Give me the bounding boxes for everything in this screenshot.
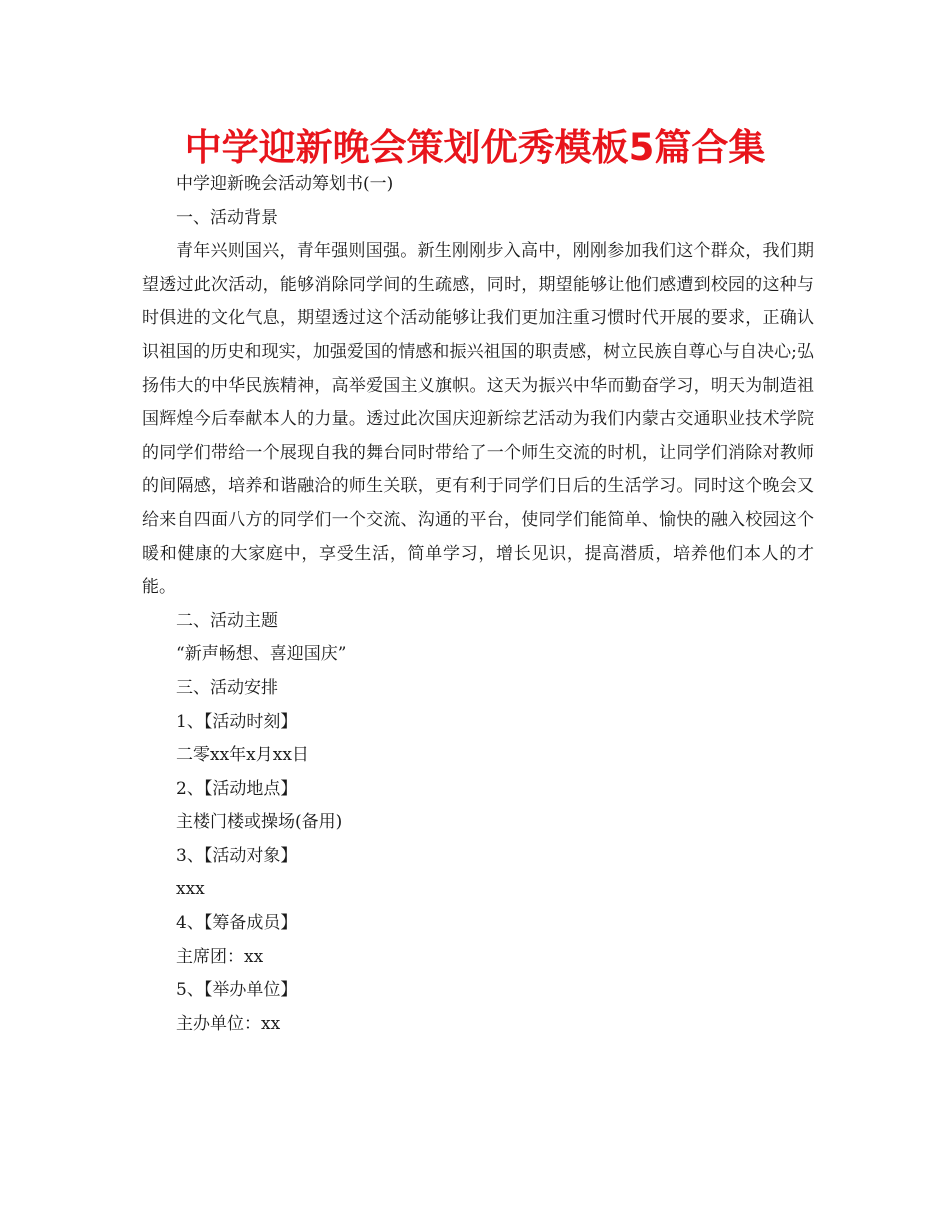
item-body-members: 主席团：xx (176, 946, 264, 967)
item-body-location: 主楼门楼或操场(备用) (176, 812, 343, 833)
item-heading-time: 1、【活动时刻】 (176, 711, 298, 732)
item-heading-audience: 3、【活动对象】 (176, 845, 298, 866)
section-heading-arrangement: 三、活动安排 (176, 677, 278, 698)
item-body-time: 二零xx年x月xx日 (176, 745, 309, 766)
theme-text: “新声畅想、喜迎国庆” (176, 644, 347, 665)
section-subtitle: 中学迎新晚会活动筹划书(一) (176, 174, 394, 194)
section-heading-background: 一、活动背景 (176, 207, 278, 228)
section-heading-theme: 二、活动主题 (176, 610, 278, 631)
document-title: 中学迎新晚会策划优秀模板5篇合集 (184, 126, 766, 169)
document-body (142, 168, 814, 1041)
item-heading-organizer: 5、【举办单位】 (176, 980, 298, 1001)
item-heading-location: 2、【活动地点】 (176, 778, 298, 799)
background-paragraph: 青年兴则国兴，青年强则国强。新生刚刚步入高中，刚刚参加我们这个群众，我们期望透过此次活动，能够消除同学间的生疏感，同时，期望能够让他们感遭到校园的这种与时俱进的文化气息，期望透过这个活动能够让我们更加注重习惯时代开展的要求，正确认识祖国的历史和现实，加强爱国的情感和振兴祖国的职责感，树立民族自尊心与自决心;弘扬伟大的中华民族精神，高举爱国主义旗帜。这天为振兴中华而勤奋学习，明天为制造祖国辉煌今后奉献本人的力量。透过此次国庆迎新综艺活动为我们内蒙古交通职业技术学院的同学们带给一个展现自我的舞台同时带给了一个师生交流的时机，让同学们消除对教师的间隔感，培养和谐融洽的师生关联，更有利于同学们日后的生活学习。同时这个晚会又给来自四面八方的同学们一个交流、沟通的平台，使同学们能简单、愉快的融入校园这个暖和健康的大家庭中，享受生活，简单学习，增长见识，提高潜质，培养他们本人的才能。 (142, 241, 814, 598)
item-body-organizer: 主办单位：xx (176, 1013, 281, 1034)
item-body-audience: xxx (176, 879, 205, 900)
item-heading-members: 4、【筹备成员】 (176, 913, 298, 934)
